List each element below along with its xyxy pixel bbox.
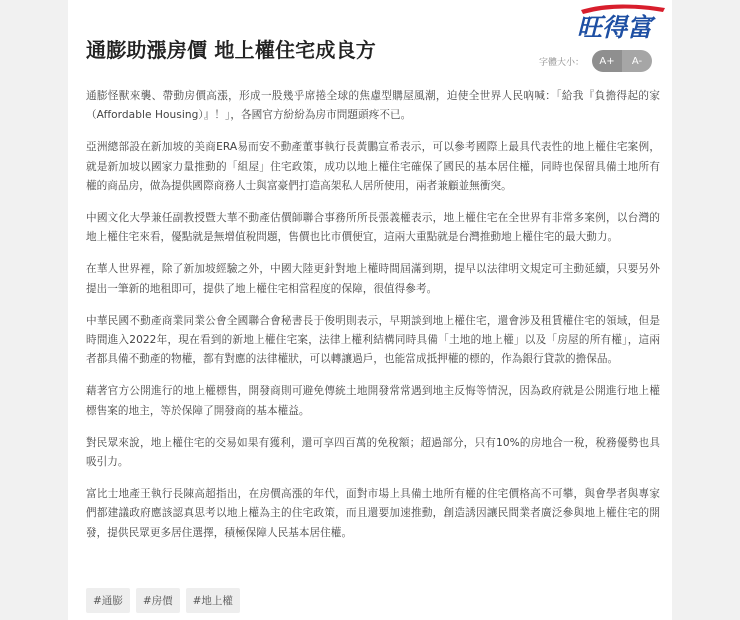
article-paragraph: 通膨怪獸來襲、帶動房價高漲，形成一股幾乎席捲全球的焦慮型購屋風潮，迫使全世界人民吶喊：「給我『負擔得起的家（Affordable Housing）』！」，各國官方紛紛為房市問題頭疼不已。	[86, 90, 660, 122]
article-container	[68, 0, 672, 620]
article-body	[86, 87, 660, 556]
tag-housing-price[interactable]: #房價	[136, 588, 180, 613]
font-decrease-button[interactable]: A-	[622, 50, 652, 72]
font-size-controls	[539, 50, 652, 72]
article-paragraph: 亞洲總部設在新加坡的美商ERA易而安不動產董事執行長黃鵬宣希表示，可以參考國際上最具代表性的地上權住宅案例，就是新加坡以國家力量推動的「組屋」住宅政策，成功以地上權住宅確保了國民的基本居住權，同時也保留具備土地所有權的商品房，做為提供國際商務人士與富豪們打造高架私人居所使用，兩者兼顧並無衝突。	[86, 141, 660, 192]
site-logo-graphic	[573, 2, 669, 42]
article-paragraph: 富比士地產王執行長陳高超指出，在房價高漲的年代，面對市場上具備土地所有權的住宅價格高不可攀，與會學者與專家們都建議政府應該認真思考以地上權為主的住宅政策，而且還要加速推動，創造誘因讓民間業者廣泛參與地上權住宅的開發，提供民眾更多居住選擇，積極保障人民基本居住權。	[86, 488, 660, 539]
article-paragraph: 在華人世界裡，除了新加坡經驗之外，中國大陸更針對地上權時間屆滿到期，提早以法律明文規定可主動延續，只要另外提出一筆新的地租即可，提供了地上權住宅相當程度的保障，很值得參考。	[86, 263, 660, 295]
tag-list	[86, 588, 246, 613]
site-logo[interactable]	[573, 2, 669, 42]
article-paragraph: 中國文化大學兼任副教授暨大華不動產估價師聯合事務所所長張義權表示，地上權住宅在全世界有非常多案例，以台灣的地上權住宅來看，優點就是無增值稅問題，售價也比市價便宜，這兩大重點就是台灣推動地上權住宅的最大動力。	[86, 212, 660, 244]
font-increase-button[interactable]: A+	[592, 50, 622, 72]
tag-inflation[interactable]: #通膨	[86, 588, 130, 613]
article-title: 通膨助漲房價 地上權住宅成良方	[86, 38, 376, 62]
article-paragraph: 中華民國不動產商業同業公會全國聯合會秘書長于俊明則表示，早期談到地上權住宅，還會涉及租賃權住宅的領域，但是時間進入2022年，現在看到的新地上權住宅案，法律上權利結構同時具備「土地的地上權」以及「房屋的所有權」，這兩者都具備不動產的物權，都有對應的法律權狀，可以轉讓過戶，也能當成抵押權的標的，作為銀行貸款的擔保品。	[86, 314, 660, 366]
font-size-label: 字體大小：	[538, 57, 584, 68]
site-logo-text: 旺得富	[577, 13, 653, 42]
article-paragraph: 藉著官方公開進行的地上權標售，開發商則可避免傳統土地開發常常遇到地主反悔等情況，因為政府就是公開進行地上權標售案的地主，等於保障了開發商的基本權益。	[86, 385, 660, 417]
tag-surface-rights[interactable]: #地上權	[186, 588, 240, 613]
article-paragraph: 對民眾來說，地上權住宅的交易如果有獲利，還可享四百萬的免稅額；超過部分，只有10%的房地合一稅，稅務優勢也具吸引力。	[86, 436, 660, 469]
